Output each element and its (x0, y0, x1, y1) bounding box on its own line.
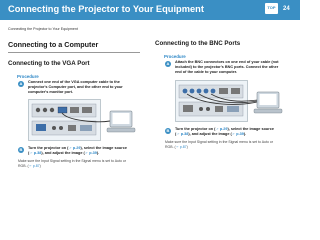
page-link[interactable]: ☞ p.87 (28, 164, 40, 168)
right-section-title: Connecting to the BNC Ports (155, 40, 241, 47)
page-link[interactable]: ☞ p.39 (231, 132, 244, 136)
right-note-line1: Make sure the Input Signal setting in the Signal menu is set to Auto or (165, 140, 273, 144)
page-link[interactable]: ☞ p.38 (176, 132, 189, 136)
right-step1-line1: Attach the BNC connectors on one end of your cable (not (175, 60, 279, 64)
text: ( (28, 151, 30, 155)
left-note-line2 (18, 164, 41, 169)
top-icon[interactable] (265, 3, 278, 14)
left-step2-line2 (28, 151, 99, 156)
right-step1-line3: end of the cable to your computer. (175, 70, 238, 74)
left-step1-line1: Connect one end of the VGA computer cable to the (28, 80, 120, 84)
left-step1-line2: projector's Computer port, and the other end to your (28, 85, 123, 89)
text: ). (96, 151, 100, 155)
text: ( (175, 132, 177, 136)
vga-connection-illustration (28, 99, 136, 141)
right-step1-line2: included) to the projector's BNC ports. Connect the other (175, 65, 279, 69)
left-step1-number: A (19, 81, 23, 86)
text: ), select the image source (80, 146, 127, 150)
text: RGB. ( (165, 145, 176, 149)
text: ), select the image source (227, 127, 274, 131)
right-step1-number: A (166, 61, 170, 66)
text: Turn the projector on ( (28, 146, 69, 150)
right-step2-number: B (166, 128, 170, 133)
right-note-line2 (165, 145, 188, 150)
page-number: 24 (283, 6, 290, 12)
top-icon-label: TOP (267, 5, 276, 10)
page-link[interactable]: ☞ p.39 (84, 151, 97, 155)
page-link[interactable]: ☞ p.29 (68, 146, 81, 150)
text: ), and adjust the image ( (188, 132, 232, 136)
main-heading: Connecting to a Computer (8, 40, 140, 53)
left-note-line1: Make sure the Input Signal setting in the Signal menu is set to Auto or (18, 159, 126, 163)
right-procedure-label: Procedure (164, 54, 186, 59)
bnc-connection-illustration (175, 80, 283, 122)
left-section-title: Connecting to the VGA Port (8, 60, 90, 67)
text: RGB. ( (18, 164, 29, 168)
text: ), and adjust the image ( (41, 151, 85, 155)
page-link[interactable]: ☞ p.87 (175, 145, 187, 149)
page-header (0, 0, 300, 20)
header-title: Connecting the Projector to Your Equipment (8, 4, 204, 14)
computer-illustration (107, 111, 135, 132)
text: ) (39, 164, 41, 168)
text: Turn the projector on ( (175, 127, 216, 131)
left-procedure-label: Procedure (17, 74, 39, 79)
text: ) (186, 145, 188, 149)
breadcrumb[interactable]: Connecting the Projector to Your Equipment (8, 27, 78, 31)
computer-illustration (254, 92, 282, 113)
left-step1-line3: computer's monitor port. (28, 90, 73, 94)
page-link[interactable]: ☞ p.29 (215, 127, 228, 131)
left-step2-number: B (19, 147, 23, 152)
right-step2-line2 (175, 132, 246, 137)
text: ). (243, 132, 247, 136)
page-link[interactable]: ☞ p.38 (29, 151, 42, 155)
